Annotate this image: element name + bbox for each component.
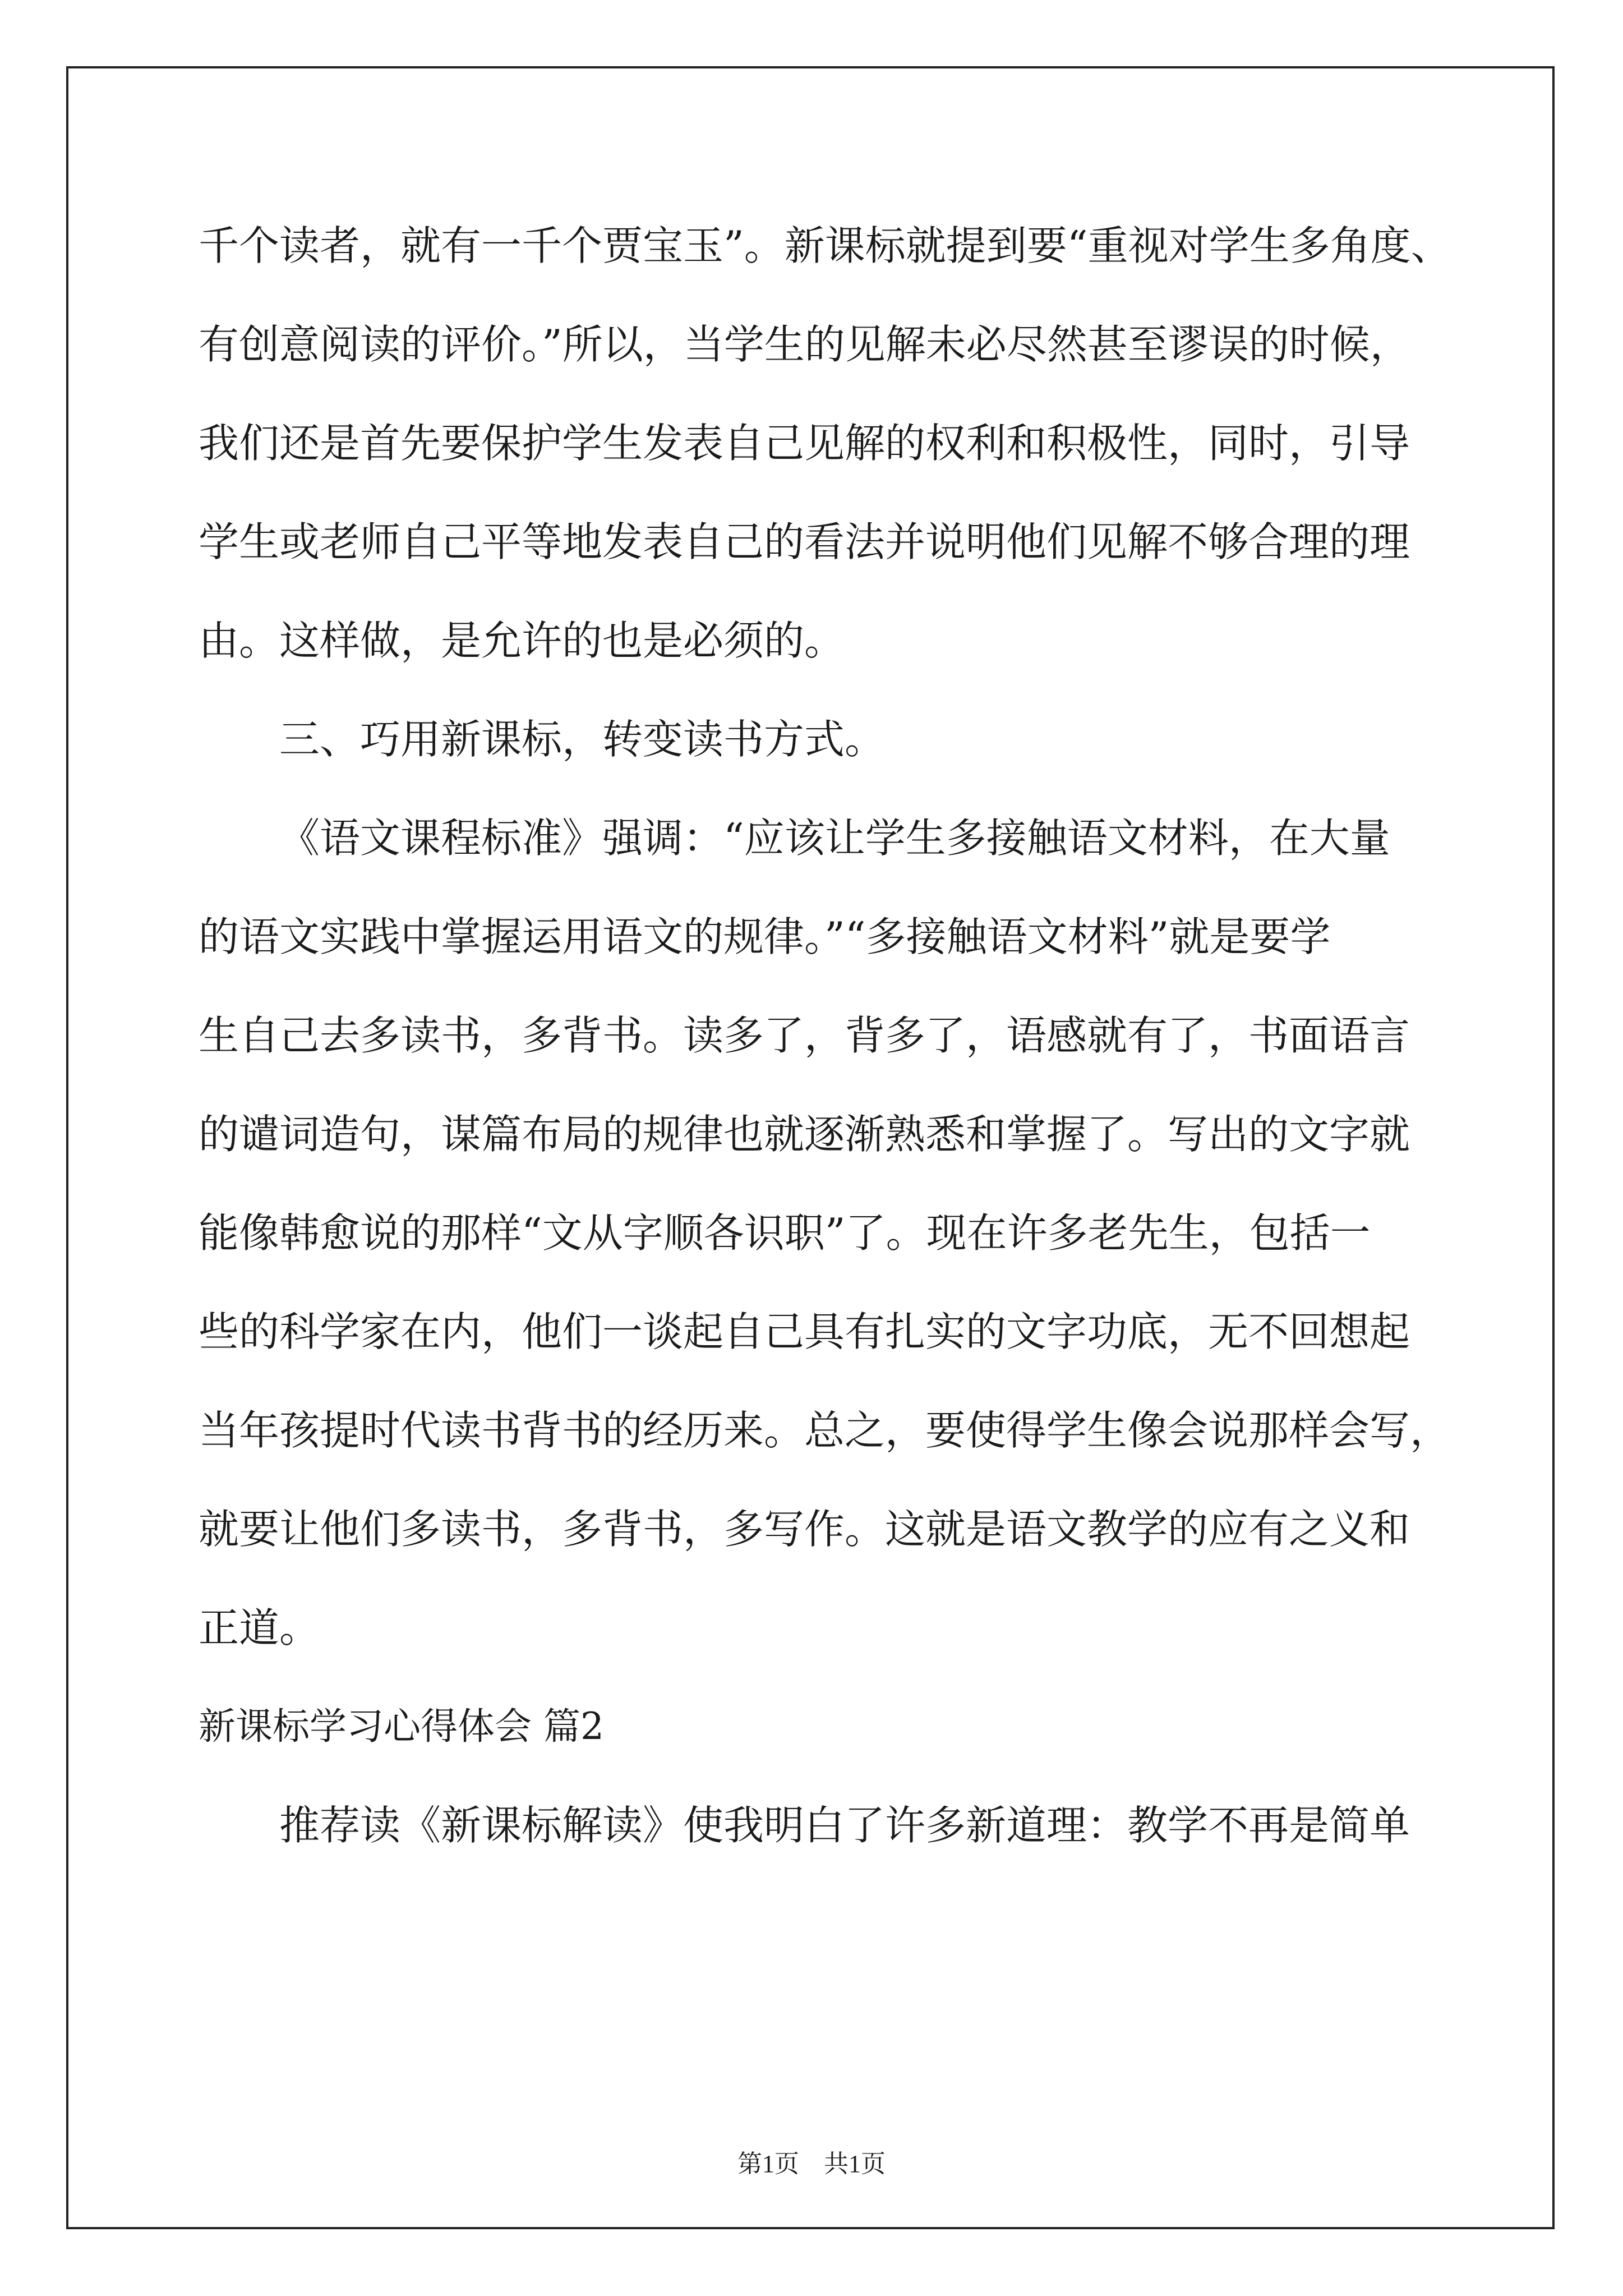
text-line: 由。这样做，是允许的也是必须的。: [199, 617, 845, 664]
text-line: 当年孩提时代读书背书的经历来。总之，要使得学生像会说那样会写，: [199, 1407, 1451, 1454]
text-line: 千个读者，就有一千个贾宝玉”。新课标就提到要“重视对学生多角度、: [199, 222, 1451, 269]
text-line: 有创意阅读的评价。”所以，当学生的见解未必尽然甚至谬误的时候，: [199, 321, 1410, 368]
text-line: 正道。: [199, 1604, 320, 1651]
text-line: 就要让他们多读书，多背书，多写作。这就是语文教学的应有之义和: [199, 1506, 1410, 1553]
text-line: 些的科学家在内，他们一谈起自己具有扎实的文字功底，无不回想起: [199, 1308, 1410, 1355]
text-line: 《语文课程标准》强调：“应该让学生多接触语文材料，在大量: [279, 815, 1390, 862]
text-line: 生自己去多读书，多背书。读多了，背多了，语感就有了，书面语言: [199, 1012, 1410, 1059]
page-number: 第1页 共1页: [737, 2150, 886, 2178]
text-line: 能像韩愈说的那样“文从字顺各识职”了。现在许多老先生，包括一: [199, 1209, 1371, 1257]
text-line: 推荐读《新课标解读》使我明白了许多新道理：教学不再是简单: [279, 1802, 1410, 1849]
article-title: 新课标学习心得体会 篇2: [199, 1705, 604, 1748]
section-heading: 三、巧用新课标，转变读书方式。: [279, 716, 886, 763]
text-line: 的谴词造句，谋篇布局的规律也就逐渐熟悉和掌握了。写出的文字就: [199, 1111, 1410, 1158]
text-line: 我们还是首先要保护学生发表自己见解的权利和积极性，同时，引导: [199, 420, 1410, 467]
text-line: 的语文实践中掌握运用语文的规律。”“多接触语文材料”就是要学: [199, 913, 1331, 960]
text-line: 学生或老师自己平等地发表自己的看法并说明他们见解不够合理的理: [199, 518, 1410, 565]
